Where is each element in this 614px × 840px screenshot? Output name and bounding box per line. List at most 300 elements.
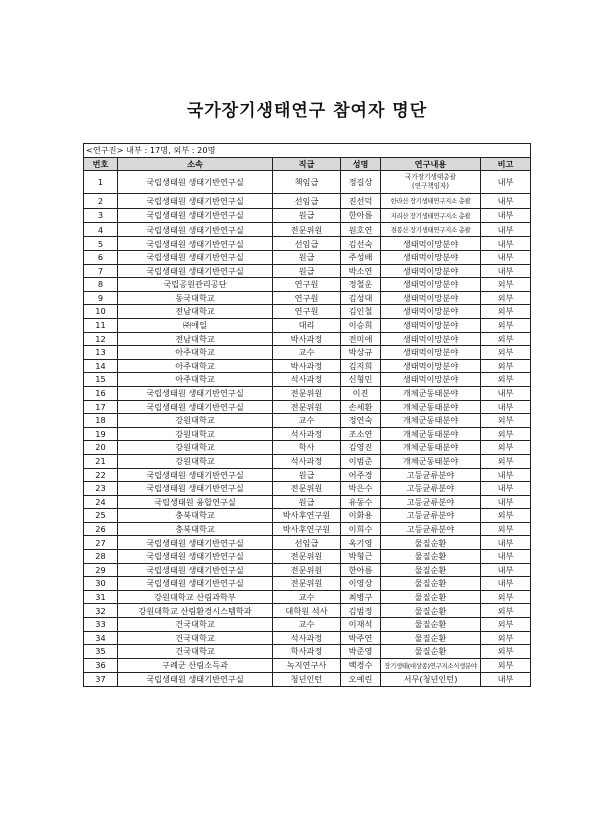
row-affiliation	[118, 590, 273, 604]
row-rank-text: 석사과정	[290, 428, 323, 439]
row-name-text: 박소연	[348, 265, 373, 276]
table-row	[84, 278, 531, 292]
row-number	[84, 673, 118, 687]
row-research	[381, 563, 481, 577]
row-research-text: 생태먹이망분야	[402, 320, 459, 331]
row-name	[341, 522, 381, 536]
row-number	[84, 305, 118, 319]
row-rank-text: 교수	[298, 591, 315, 602]
table-row	[84, 237, 531, 251]
row-note	[481, 645, 531, 659]
row-note	[481, 414, 531, 428]
row-rank	[273, 264, 341, 278]
row-research	[381, 536, 481, 550]
row-affiliation-text: 건국대학교	[175, 646, 215, 657]
row-rank-text: 교수	[298, 619, 315, 630]
row-number-text: 31	[95, 591, 106, 602]
row-affiliation-text: 국립생태원 융합연구실	[154, 496, 236, 507]
row-note	[481, 373, 531, 387]
row-research-text: 생태먹이망분야	[402, 360, 459, 371]
row-research-text: 물질순환	[414, 564, 447, 575]
row-rank-text: 전문위원	[290, 578, 323, 589]
table-row	[84, 495, 531, 509]
row-number	[84, 427, 118, 441]
row-note	[481, 194, 531, 208]
row-rank	[273, 400, 341, 414]
row-name-text: 이희수	[348, 523, 373, 534]
row-number-text: 6	[97, 252, 104, 263]
row-name	[341, 577, 381, 591]
row-name	[341, 618, 381, 632]
row-name	[341, 536, 381, 550]
row-research-text: 개체군동태분야	[402, 401, 459, 412]
row-number-text: 5	[97, 238, 104, 249]
row-name-text: 이진	[352, 388, 369, 399]
row-rank	[273, 318, 341, 332]
row-name-text: 진선덕	[348, 195, 373, 206]
row-note	[481, 305, 531, 319]
row-research	[381, 441, 481, 455]
row-affiliation	[118, 414, 273, 428]
row-number	[84, 373, 118, 387]
row-number-text: 12	[95, 333, 106, 344]
row-affiliation-text: 아주대학교	[175, 347, 215, 358]
row-affiliation-text: 건국대학교	[175, 619, 215, 630]
row-note-text: 외부	[497, 660, 514, 671]
row-name-text: 박은수	[348, 483, 373, 494]
row-number	[84, 386, 118, 400]
row-name-text: 이화용	[348, 510, 373, 521]
row-number-text: 13	[95, 347, 106, 358]
row-number-text: 35	[95, 646, 106, 657]
row-note	[481, 550, 531, 564]
row-note-text: 외부	[497, 591, 514, 602]
row-note	[481, 590, 531, 604]
row-research	[381, 427, 481, 441]
row-affiliation	[118, 577, 273, 591]
row-rank	[273, 305, 341, 319]
row-affiliation-text: 강원대학교 산림과학부	[154, 591, 236, 602]
row-rank	[273, 414, 341, 428]
row-affiliation	[118, 208, 273, 222]
row-note-text: 외부	[497, 619, 514, 630]
row-research-text: 생태먹이망분야	[402, 374, 459, 385]
row-name	[341, 645, 381, 659]
row-number	[84, 509, 118, 523]
row-affiliation	[118, 346, 273, 360]
row-name	[341, 251, 381, 265]
row-affiliation-text: 국립생태원 생태기반연구실	[146, 176, 244, 187]
table-row	[84, 482, 531, 496]
table-row	[84, 590, 531, 604]
header-research: 연구내용	[381, 157, 481, 171]
row-number-text: 23	[95, 483, 106, 494]
staff-summary: <연구진> 내부 : 17명, 외부 : 20명	[84, 144, 531, 158]
row-note	[481, 237, 531, 251]
row-number	[84, 631, 118, 645]
row-note	[481, 673, 531, 687]
row-rank-text: 선임급	[294, 195, 319, 206]
table-row	[84, 291, 531, 305]
row-number	[84, 577, 118, 591]
row-number-text: 32	[95, 605, 106, 616]
row-research	[381, 237, 481, 251]
row-name	[341, 264, 381, 278]
row-rank	[273, 386, 341, 400]
row-number-text: 3	[97, 210, 104, 221]
row-research-text: 물질순환	[414, 605, 447, 616]
table-row	[84, 264, 531, 278]
row-affiliation-text: 국립생태원 생태기반연구실	[146, 551, 244, 562]
row-number-text: 34	[95, 632, 106, 643]
row-affiliation-text: 건국대학교	[175, 632, 215, 643]
header-rank: 직급	[273, 157, 341, 171]
row-affiliation-text: 강원대학교 산림환경시스템학과	[138, 605, 252, 616]
row-note	[481, 427, 531, 441]
row-name-text: 전미애	[348, 333, 373, 344]
row-number	[84, 441, 118, 455]
row-note-text: 내부	[497, 469, 514, 480]
table-row	[84, 577, 531, 591]
row-affiliation-text: 충북대학교	[175, 523, 215, 534]
row-affiliation	[118, 673, 273, 687]
row-name-text: 주성배	[348, 252, 373, 263]
row-research	[381, 631, 481, 645]
row-name-text: 원호연	[348, 224, 373, 235]
row-number	[84, 658, 118, 672]
row-note-text: 외부	[497, 415, 514, 426]
table-row	[84, 509, 531, 523]
row-rank-text: 학사과정	[290, 646, 323, 657]
table-row	[84, 359, 531, 373]
row-affiliation	[118, 441, 273, 455]
row-note-text: 외부	[497, 347, 514, 358]
row-affiliation-text: 국립생태원 생태기반연구실	[146, 674, 244, 685]
row-name	[341, 550, 381, 564]
row-number	[84, 278, 118, 292]
row-number-text: 29	[95, 564, 106, 575]
row-rank-text: 전문위원	[290, 224, 323, 235]
row-affiliation-text: 국립생태원 생태기반연구실	[146, 537, 244, 548]
row-affiliation-text: 국립생태원 생태기반연구실	[146, 469, 244, 480]
row-note-text: 외부	[497, 442, 514, 453]
row-rank-text: 연구원	[294, 306, 319, 317]
row-name-text: 김인철	[348, 306, 373, 317]
row-affiliation-text: 아주대학교	[175, 360, 215, 371]
header-name: 성명	[341, 157, 381, 171]
row-note	[481, 291, 531, 305]
row-rank	[273, 251, 341, 265]
row-rank	[273, 468, 341, 482]
row-number	[84, 346, 118, 360]
row-affiliation-text: 국립생태원 생태기반연구실	[146, 195, 244, 206]
row-rank	[273, 590, 341, 604]
row-affiliation	[118, 509, 273, 523]
table-row	[84, 631, 531, 645]
row-note	[481, 346, 531, 360]
row-name	[341, 171, 381, 194]
row-name	[341, 400, 381, 414]
row-research	[381, 414, 481, 428]
row-number	[84, 332, 118, 346]
row-number	[84, 318, 118, 332]
row-number	[84, 171, 118, 194]
row-research-text: 물질순환	[414, 632, 447, 643]
row-affiliation-text: 국립생태원 생태기반연구실	[146, 578, 244, 589]
row-rank-text: 책임급	[294, 176, 319, 187]
row-research-text: 물질순환	[414, 619, 447, 630]
row-rank-text: 학사	[298, 442, 315, 453]
row-number-text: 24	[95, 496, 106, 507]
row-number	[84, 604, 118, 618]
row-rank-text: 대리	[298, 320, 315, 331]
row-research-text: 물질순환	[414, 646, 447, 657]
row-name	[341, 386, 381, 400]
table-row	[84, 194, 531, 208]
row-research	[381, 346, 481, 360]
row-note-text: 외부	[497, 374, 514, 385]
row-research-text: 개체군동태분야	[402, 428, 459, 439]
row-affiliation	[118, 482, 273, 496]
row-note-text: 내부	[497, 195, 514, 206]
row-affiliation-text: 강원대학교	[175, 456, 215, 466]
row-name-text: 백경수	[348, 660, 373, 671]
row-rank-text: 박사과정	[290, 360, 323, 371]
row-note-text: 외부	[497, 428, 514, 439]
row-affiliation-text: 강원대학교	[175, 415, 215, 426]
row-rank	[273, 618, 341, 632]
row-note	[481, 359, 531, 373]
table-row	[84, 658, 531, 672]
row-note	[481, 208, 531, 222]
row-research-text: 생태먹이망분야	[402, 292, 459, 303]
row-rank-text: 전문위원	[290, 564, 323, 575]
row-name	[341, 318, 381, 332]
row-number-text: 1	[97, 176, 104, 187]
row-number-text: 27	[95, 537, 106, 548]
row-note	[481, 171, 531, 194]
table-row	[84, 454, 531, 468]
row-name	[341, 305, 381, 319]
row-note	[481, 223, 531, 237]
row-note-text: 외부	[497, 523, 514, 534]
row-name	[341, 359, 381, 373]
row-research	[381, 454, 481, 468]
row-research-text: 생태먹이망분야	[402, 279, 459, 290]
row-rank-text: 연구원	[294, 279, 319, 290]
row-rank	[273, 522, 341, 536]
row-rank-text: 전문위원	[290, 551, 323, 562]
row-name	[341, 414, 381, 428]
row-name	[341, 441, 381, 455]
row-affiliation	[118, 318, 273, 332]
row-note	[481, 318, 531, 332]
row-research	[381, 386, 481, 400]
row-research	[381, 468, 481, 482]
row-note-text: 내부	[497, 388, 514, 399]
table-row	[84, 604, 531, 618]
table-row	[84, 373, 531, 387]
row-affiliation	[118, 563, 273, 577]
table-row	[84, 386, 531, 400]
table-row	[84, 618, 531, 632]
row-research-line: 국가장기생태총괄	[405, 172, 456, 181]
row-research	[381, 590, 481, 604]
row-number-text: 33	[95, 619, 106, 630]
row-rank	[273, 604, 341, 618]
row-rank-text: 전문위원	[290, 401, 323, 412]
row-research	[381, 278, 481, 292]
row-note-text: 외부	[497, 333, 514, 344]
table-row	[84, 536, 531, 550]
row-name	[341, 658, 381, 672]
table-row	[84, 441, 531, 455]
row-research-text: 서무(청년인턴)	[403, 674, 458, 685]
row-rank-text: 석사과정	[290, 456, 323, 466]
row-research	[381, 373, 481, 387]
row-research	[381, 194, 481, 208]
row-note	[481, 332, 531, 346]
row-rank	[273, 563, 341, 577]
row-name	[341, 373, 381, 387]
row-name-text: 이재석	[348, 619, 373, 630]
row-name	[341, 332, 381, 346]
row-affiliation	[118, 495, 273, 509]
row-affiliation-text: 강원대학교	[175, 428, 215, 439]
row-number-text: 2	[97, 195, 104, 206]
row-rank	[273, 577, 341, 591]
row-number	[84, 482, 118, 496]
row-number-text: 17	[95, 401, 106, 412]
row-name-text: 김영진	[348, 442, 373, 453]
row-research-text: 물질순환	[414, 591, 447, 602]
table-row	[84, 563, 531, 577]
row-rank	[273, 454, 341, 468]
row-note	[481, 495, 531, 509]
row-name-text: 이승희	[348, 320, 373, 331]
row-affiliation	[118, 332, 273, 346]
row-number-text: 28	[95, 551, 106, 562]
row-research-text: 점봉산 장기생태연구지소 총괄	[390, 226, 471, 234]
row-rank	[273, 509, 341, 523]
row-affiliation	[118, 631, 273, 645]
row-research-text: 고등균류분야	[406, 496, 455, 507]
row-note-text: 내부	[497, 238, 514, 249]
row-note-text: 내부	[497, 252, 514, 263]
row-research	[381, 522, 481, 536]
row-research-text: 생태먹이망분야	[402, 347, 459, 358]
row-affiliation	[118, 194, 273, 208]
row-research	[381, 305, 481, 319]
row-name	[341, 237, 381, 251]
row-research-text: 고등균류분야	[406, 483, 455, 494]
row-note-text: 내부	[497, 537, 514, 548]
row-note-text: 외부	[497, 306, 514, 317]
row-affiliation-text: 국립생태원 생태기반연구실	[146, 252, 244, 263]
row-note-text: 외부	[497, 632, 514, 643]
row-rank	[273, 645, 341, 659]
row-note-text: 내부	[497, 176, 514, 187]
row-number-text: 8	[97, 279, 104, 290]
row-number-text: 20	[95, 442, 106, 453]
row-rank-text: 원급	[298, 469, 315, 480]
row-affiliation	[118, 386, 273, 400]
participant-table	[83, 143, 531, 687]
row-number-text: 30	[95, 578, 106, 589]
row-affiliation	[118, 400, 273, 414]
row-affiliation	[118, 291, 273, 305]
row-number	[84, 208, 118, 222]
row-research	[381, 400, 481, 414]
row-affiliation	[118, 536, 273, 550]
row-research-text: 개체군동태분야	[402, 388, 459, 399]
row-rank	[273, 332, 341, 346]
row-rank	[273, 346, 341, 360]
row-rank	[273, 658, 341, 672]
row-research-text: 고등균류분야	[406, 523, 455, 534]
row-name-text: 어주경	[348, 469, 373, 480]
row-note-text: 내부	[497, 674, 514, 685]
table-row	[84, 305, 531, 319]
row-name-text: 김범정	[348, 605, 373, 616]
row-name-text: 조소연	[348, 428, 373, 439]
row-research-text: 생태먹이망분야	[402, 238, 459, 249]
row-number	[84, 251, 118, 265]
row-rank	[273, 223, 341, 237]
row-note	[481, 536, 531, 550]
row-name	[341, 427, 381, 441]
row-affiliation	[118, 427, 273, 441]
row-name-text: 정연숙	[348, 415, 373, 426]
row-research-text: 물질순환	[414, 537, 447, 548]
row-name-text: 유동수	[348, 496, 373, 507]
row-research-text: 고등균류분야	[406, 469, 455, 480]
row-number	[84, 536, 118, 550]
row-research	[381, 495, 481, 509]
row-rank-text: 원급	[298, 265, 315, 276]
row-research	[381, 318, 481, 332]
row-rank	[273, 237, 341, 251]
row-rank	[273, 673, 341, 687]
row-name	[341, 194, 381, 208]
row-note	[481, 522, 531, 536]
row-rank	[273, 171, 341, 194]
row-name	[341, 278, 381, 292]
row-affiliation	[118, 468, 273, 482]
row-rank-text: 선임급	[294, 537, 319, 548]
row-number-text: 14	[95, 360, 106, 371]
row-affiliation-text: 구례군 산림소득과	[162, 660, 228, 671]
row-affiliation	[118, 550, 273, 564]
row-name-text: 이범준	[348, 456, 373, 466]
table-row	[84, 318, 531, 332]
row-affiliation	[118, 237, 273, 251]
row-rank	[273, 536, 341, 550]
row-rank-text: 녹지연구사	[286, 660, 327, 671]
row-affiliation	[118, 373, 273, 387]
row-note-text: 외부	[497, 510, 514, 521]
row-note-text: 외부	[497, 320, 514, 331]
row-number-text: 9	[97, 292, 104, 303]
row-rank-text: 원급	[298, 210, 315, 221]
row-research	[381, 577, 481, 591]
table-row	[84, 251, 531, 265]
row-affiliation-text: 국립생태원 생태기반연구실	[146, 483, 244, 494]
row-note-text: 외부	[497, 646, 514, 657]
row-name	[341, 631, 381, 645]
row-research-text: 한라산 장기생태연구지소 총괄	[390, 197, 471, 206]
page-title: 국가장기생태연구 참여자 명단	[186, 101, 428, 121]
